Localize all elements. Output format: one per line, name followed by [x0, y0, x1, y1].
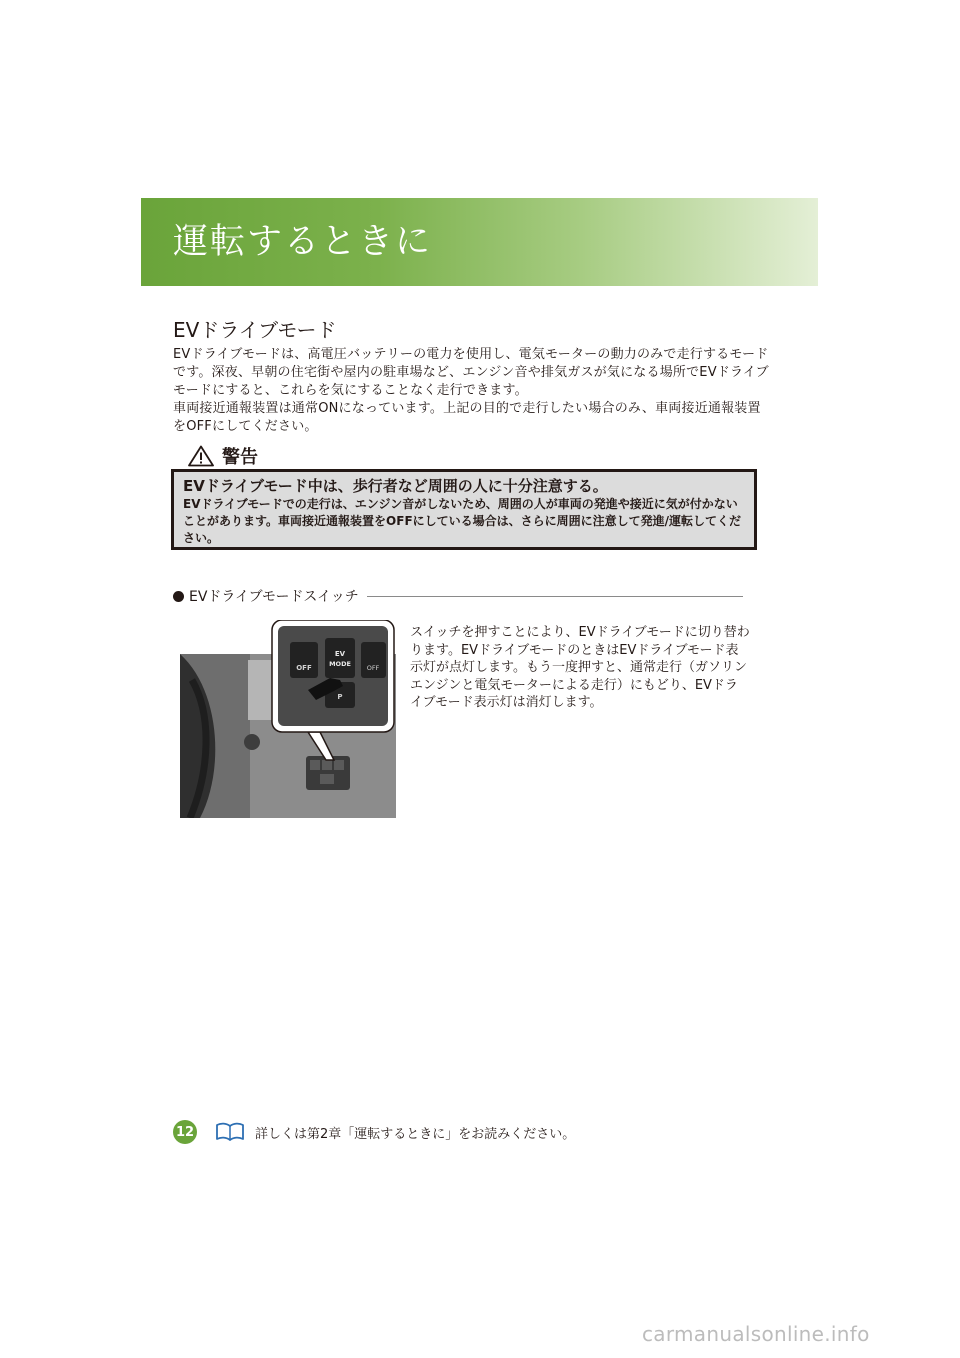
- body-paragraph: 車両接近通報装置は通常ONになっています。上記の目的で走行したい場合のみ、車両接近通報装置をOFFにしてください。: [173, 401, 761, 434]
- warning-box: [171, 469, 757, 550]
- chapter-title: 運転するときに: [173, 222, 433, 262]
- warning-title: EVドライブモード中は、歩行者など周囲の人に十分注意する。: [183, 477, 608, 495]
- switch-description: スイッチを押すことにより、EVドライブモードに切り替わります。EVドライブモードのときはEVドライブモード表示灯が点灯します。もう一度押すと、通常走行（ガソリンエンジンと電気モーターによる走行）にもどり、EVドライブモード表示灯は消灯します。: [410, 625, 750, 710]
- watermark: carmanualsonline.info: [642, 1322, 870, 1346]
- footer: [173, 1120, 575, 1144]
- photo-label-right-off: OFF: [366, 664, 380, 672]
- section-body: [173, 346, 769, 436]
- photo-label-mode: MODE: [329, 660, 351, 668]
- photo-label-ev: EV: [334, 650, 346, 658]
- warning-text: EVドライブモードでの走行は、エンジン音がしないため、周囲の人が車両の発進や接近に気が付かないことがあります。車両接近通報装置をOFFにしている場合は、さらに周囲に注意して発進/運転してください。: [183, 497, 742, 545]
- ev-switch-photo: [180, 620, 400, 818]
- switch-subheading-text: EVドライブモードスイッチ: [189, 589, 359, 605]
- section-heading: EVドライブモード: [173, 318, 337, 342]
- warning-triangle-icon: [188, 445, 214, 467]
- book-icon: [215, 1122, 245, 1142]
- warning-heading: [188, 442, 258, 470]
- body-paragraph: EVドライブモードは、高電圧バッテリーの電力を使用し、電気モーターの動力のみで走行するモードです。深夜、早朝の住宅街や屋内の駐車場など、エンジン音や排気ガスが気になる場所でEVドライブモードにすると、これらを気にすることなく走行できます。: [173, 347, 769, 398]
- photo-label-p: P: [337, 693, 343, 701]
- page-number: 12: [173, 1120, 197, 1144]
- photo-label-left-off: OFF: [296, 664, 312, 672]
- heading-rule: [367, 596, 743, 597]
- reference-text: 詳しくは第2章「運転するときに」をお読みください。: [255, 1126, 576, 1142]
- switch-subheading: [173, 585, 743, 607]
- bullet-icon: [173, 591, 184, 602]
- warning-label: 警告: [222, 447, 258, 468]
- chapter-header-band: [141, 198, 818, 286]
